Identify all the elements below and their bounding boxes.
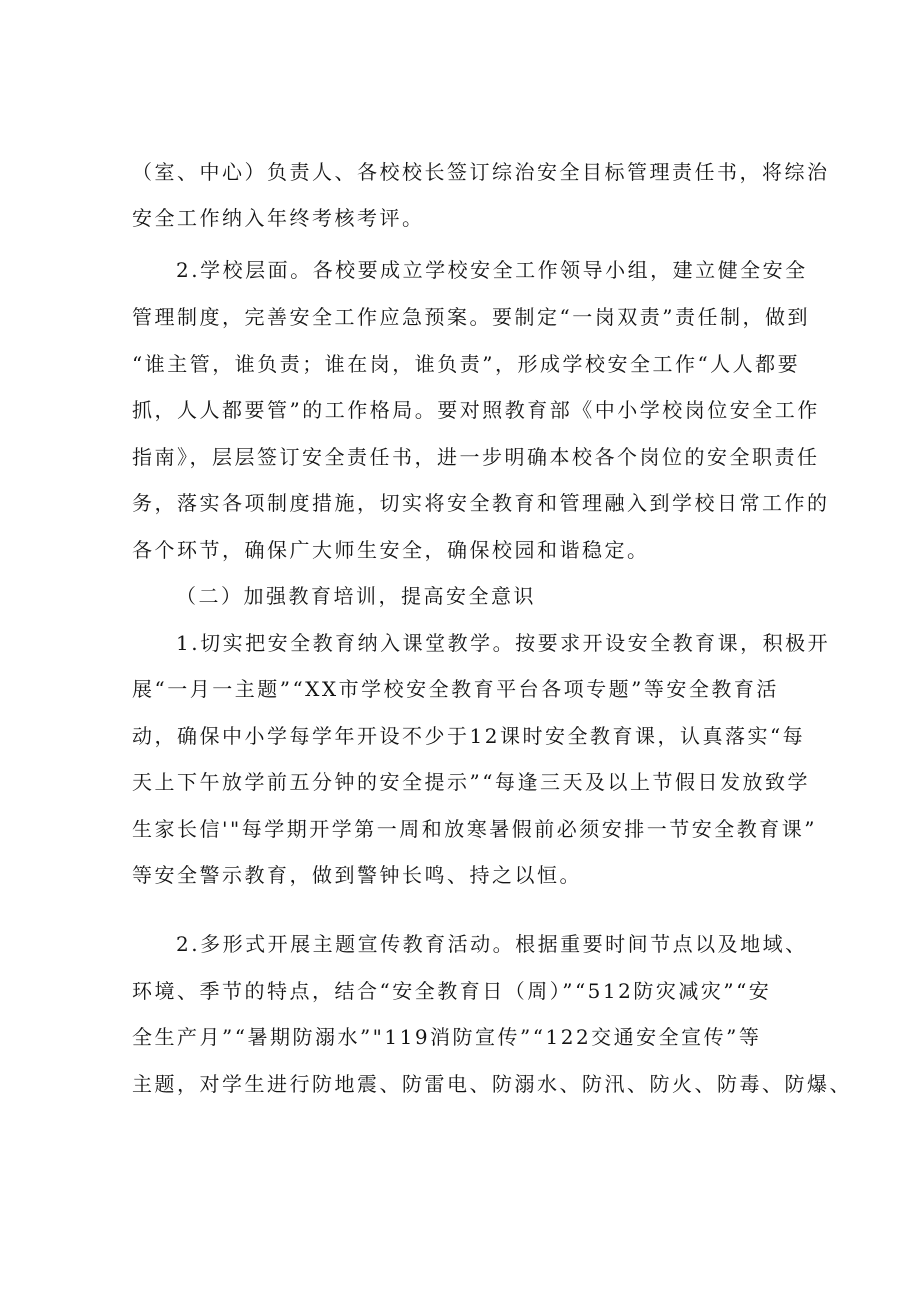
- text-line: 生家长信'"每学期开学第一周和放寒暑假前必须安排一节安全教育课”: [132, 817, 817, 841]
- section-heading: （二）加强教育培训，提高安全意识: [176, 584, 536, 608]
- text-line: 2.多形式开展主题宣传教育活动。根据重要时间节点以及地域、: [176, 932, 808, 956]
- text-line: 动，确保中小学每学年开设不少于12课时安全教育课，认真落实“每: [132, 724, 806, 748]
- text-line: 1.切实把安全教育纳入课堂教学。按要求开设安全教育课，积极开: [176, 631, 831, 655]
- text-line: 安全工作纳入年终考核考评。: [132, 206, 425, 230]
- text-line: 管理制度，完善安全工作应急预案。要制定“一岗双责”责任制，做到: [132, 305, 810, 329]
- text-line: 环境、季节的特点，结合“安全教育日（周）”“512防灾减灾”“安: [132, 979, 772, 1003]
- text-line: （室、中心）负责人、各校校长签订综治安全目标管理责任书，将综治: [132, 160, 830, 184]
- text-line: 各个环节，确保广大师生安全，确保校园和谐稳定。: [132, 538, 650, 562]
- text-line: “谁主管，谁负责；谁在岗，谁负责”，形成学校安全工作“人人都要: [132, 352, 801, 376]
- text-line: 展“一月一主题”“XX市学校安全教育平台各项专题”等安全教育活: [132, 677, 779, 701]
- text-line: 务，落实各项制度措施，切实将安全教育和管理融入到学校日常工作的: [132, 491, 830, 515]
- text-line: 全生产月”“暑期防溺水”"119消防宣传”“122交通安全宣传”等: [132, 1025, 762, 1049]
- text-line: 主题，对学生进行防地震、防雷电、防溺水、防汛、防火、防毒、防爆、: [132, 1072, 852, 1096]
- text-line: 等安全警示教育，做到警钟长鸣、持之以恒。: [132, 863, 582, 887]
- text-line: 抓，人人都要管”的工作格局。要对照教育部《中小学校岗位安全工作: [132, 398, 820, 422]
- text-line: 天上下午放学前五分钟的安全提示”“每逢三天及以上节假日发放致学: [132, 770, 810, 794]
- text-line: 指南》，层层签订安全责任书，进一步明确本校各个岗位的安全职责任: [132, 445, 820, 469]
- text-line: 2.学校层面。各校要成立学校安全工作领导小组，建立健全安全: [176, 258, 808, 282]
